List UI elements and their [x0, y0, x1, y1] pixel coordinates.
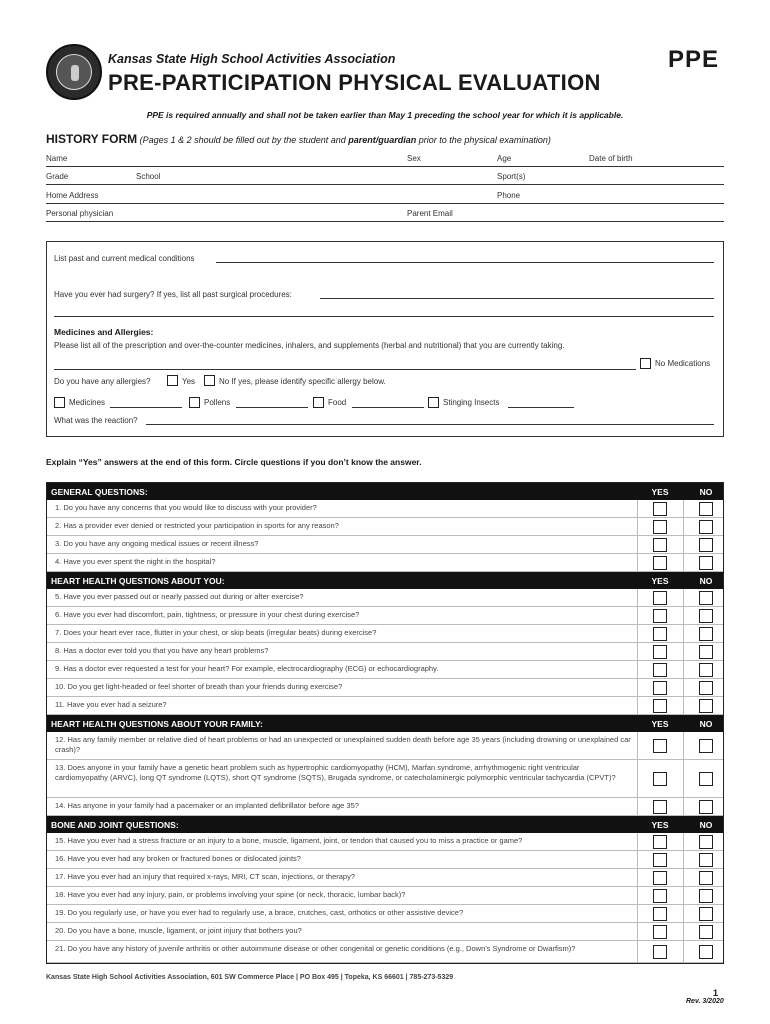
question-text: 16. Have you ever had any broken or fractured bones or dislocated joints? [55, 854, 301, 863]
stinging-insects-checkbox[interactable] [428, 397, 439, 408]
question-row [47, 732, 723, 760]
yes-column-header: YES [651, 718, 669, 729]
column-divider [683, 905, 684, 922]
allergies-no-label: No If yes, please identify specific allergy below. [219, 377, 386, 386]
column-divider [683, 500, 684, 517]
column-divider [683, 661, 684, 678]
no-checkbox[interactable] [699, 889, 713, 903]
question-text: 11. Have you ever had a seizure? [55, 700, 167, 709]
section-title: HEART HEALTH QUESTIONS ABOUT YOUR FAMILY: [51, 718, 263, 729]
no-checkbox[interactable] [699, 681, 713, 695]
column-divider [683, 625, 684, 642]
question-text: 10. Do you get light-headed or feel shorter of breath than your friends during exercise? [55, 682, 343, 691]
column-divider [683, 536, 684, 553]
no-checkbox[interactable] [699, 871, 713, 885]
surgery-label: Have you ever had surgery? If yes, list all past surgical procedures: [54, 290, 292, 299]
column-divider [683, 732, 684, 759]
question-row [47, 941, 723, 963]
reaction-line[interactable] [146, 424, 714, 425]
phone-label: Phone [497, 191, 521, 200]
question-text: 12. Has any family member or relative died of heart problems or had an unexpected or unexplained sudden death before age 35 years (including drowning or unexplained car crash)? [55, 735, 631, 754]
column-divider [683, 554, 684, 571]
question-row [47, 905, 723, 923]
pollens-line[interactable] [236, 407, 308, 408]
meds-line[interactable] [54, 369, 636, 370]
question-row [47, 518, 723, 536]
no-column-header: NO [699, 819, 713, 830]
yes-checkbox[interactable] [653, 520, 667, 534]
grade-label: Grade [46, 172, 69, 181]
column-divider [683, 851, 684, 868]
column-divider [637, 697, 638, 714]
food-label: Food [328, 398, 347, 407]
medicines-allergy-checkbox[interactable] [54, 397, 65, 408]
conditions-label: List past and current medical conditions [54, 254, 195, 263]
yes-checkbox[interactable] [653, 645, 667, 659]
question-row [47, 869, 723, 887]
column-divider [637, 679, 638, 696]
yes-checkbox[interactable] [653, 739, 667, 753]
parent-email-label: Parent Email [407, 209, 453, 218]
question-row [47, 500, 723, 518]
name-line[interactable] [46, 166, 724, 167]
no-checkbox[interactable] [699, 556, 713, 570]
column-divider [683, 833, 684, 850]
question-text: 7. Does your heart ever race, flutter in your chest, or skip beats (irregular beats) during exercise? [55, 628, 377, 637]
question-row [47, 833, 723, 851]
no-checkbox[interactable] [699, 853, 713, 867]
question-text: 18. Have you ever had any injury, pain, or problems involving your spine (or neck, thoracic, lumbar back)? [55, 890, 406, 899]
yes-column-header: YES [651, 819, 669, 830]
yes-checkbox[interactable] [653, 800, 667, 814]
sports-label: Sport(s) [497, 172, 526, 181]
question-text: 14. Has anyone in your family had a pacemaker or an implanted defibrillator before age 35? [55, 801, 359, 810]
column-divider [637, 760, 638, 797]
meds-title: Medicines and Allergies: [54, 327, 154, 337]
column-divider [637, 500, 638, 517]
column-divider [683, 869, 684, 886]
no-checkbox[interactable] [699, 645, 713, 659]
name-label: Name [46, 154, 68, 163]
no-checkbox[interactable] [699, 699, 713, 713]
column-divider [637, 518, 638, 535]
explain-instructions: Explain “Yes” answers at the end of this form. Circle questions if you don’t know the answer. [46, 457, 422, 467]
column-divider [683, 798, 684, 815]
question-text: 9. Has a doctor ever requested a test for your heart? For example, electrocardiography (ECG) or echocardiography. [55, 664, 439, 673]
column-divider [683, 760, 684, 797]
yes-checkbox[interactable] [653, 609, 667, 623]
no-checkbox[interactable] [699, 945, 713, 959]
no-checkbox[interactable] [699, 538, 713, 552]
allergies-no-checkbox[interactable] [204, 375, 215, 386]
column-divider [637, 833, 638, 850]
column-divider [637, 905, 638, 922]
medicines-allergy-label: Medicines [69, 398, 106, 407]
food-checkbox[interactable] [313, 397, 324, 408]
grade-line[interactable] [46, 184, 724, 185]
question-row [47, 760, 723, 798]
history-note-pre: (Pages 1 & 2 should be filled out by the student and [137, 135, 349, 145]
question-row [47, 679, 723, 697]
history-form-heading [46, 132, 551, 146]
question-text: 8. Has a doctor ever told you that you have any heart problems? [55, 646, 269, 655]
surgery-line[interactable] [320, 298, 714, 299]
questions-table [46, 482, 724, 964]
physician-label: Personal physician [46, 209, 114, 218]
question-row [47, 887, 723, 905]
page-number: 1 [713, 988, 719, 998]
column-divider [637, 643, 638, 660]
column-divider [637, 851, 638, 868]
question-row [47, 697, 723, 715]
no-checkbox[interactable] [699, 835, 713, 849]
yes-checkbox[interactable] [653, 871, 667, 885]
allergies-question: Do you have any allergies? [54, 377, 151, 386]
no-column-header: NO [699, 718, 713, 729]
no-checkbox[interactable] [699, 591, 713, 605]
yes-checkbox[interactable] [653, 681, 667, 695]
stinging-insects-line[interactable] [508, 407, 574, 408]
column-divider [637, 661, 638, 678]
pollens-label: Pollens [204, 398, 231, 407]
column-divider [637, 536, 638, 553]
yes-checkbox[interactable] [653, 627, 667, 641]
column-divider [683, 643, 684, 660]
no-column-header: NO [699, 575, 713, 586]
question-row [47, 643, 723, 661]
question-text: 6. Have you ever had discomfort, pain, tightness, or pressure in your chest during exercise? [55, 610, 360, 619]
yes-checkbox[interactable] [653, 556, 667, 570]
dob-label: Date of birth [589, 154, 633, 163]
section-header [47, 715, 723, 732]
column-divider [683, 887, 684, 904]
section-title: GENERAL QUESTIONS: [51, 486, 148, 497]
no-checkbox[interactable] [699, 739, 713, 753]
no-checkbox[interactable] [699, 609, 713, 623]
no-checkbox[interactable] [699, 907, 713, 921]
yes-checkbox[interactable] [653, 853, 667, 867]
question-row [47, 661, 723, 679]
sex-label: Sex [407, 154, 421, 163]
question-row [47, 607, 723, 625]
question-text: 13. Does anyone in your family have a genetic heart problem such as hypertrophic cardiomyopathy (HCM), Marfan syndrome, arrhythmogenic right ventricular cardiomyopathy (ARVC), long QT syndrome (LQTS), short QT syndrome (SQTS), Brugada syndrome, or catecholaminergic polymorphic ventricular tachycardia (CPVT)? [55, 763, 616, 782]
column-divider [683, 589, 684, 606]
column-divider [637, 941, 638, 962]
question-text: 2. Has a provider ever denied or restricted your participation in sports for any reason? [55, 521, 339, 530]
question-text: 1. Do you have any concerns that you would like to discuss with your provider? [55, 503, 317, 512]
kshsaa-seal-logo [46, 44, 102, 100]
home-address-label: Home Address [46, 191, 99, 200]
history-note-post: prior to the physical examination) [416, 135, 551, 145]
question-row [47, 536, 723, 554]
question-text: 5. Have you ever passed out or nearly passed out during or after exercise? [55, 592, 304, 601]
yes-checkbox[interactable] [653, 835, 667, 849]
food-line[interactable] [352, 407, 424, 408]
age-label: Age [497, 154, 512, 163]
question-text: 19. Do you regularly use, or have you ever had to regularly use, a brace, crutches, cast, orthotics or other assistive device? [55, 908, 464, 917]
no-checkbox[interactable] [699, 772, 713, 786]
question-row [47, 798, 723, 816]
yes-checkbox[interactable] [653, 502, 667, 516]
no-checkbox[interactable] [699, 925, 713, 939]
yes-checkbox[interactable] [653, 889, 667, 903]
conditions-line[interactable] [216, 262, 714, 263]
section-title: HEART HEALTH QUESTIONS ABOUT YOU: [51, 575, 225, 586]
section-title: BONE AND JOINT QUESTIONS: [51, 819, 179, 830]
column-divider [683, 697, 684, 714]
footer-address: Kansas State High School Activities Association, 601 SW Commerce Place | PO Box 495 | Topeka, KS 66601 | 785-273-5329 [46, 974, 454, 981]
org-name: Kansas State High School Activities Association [108, 52, 396, 66]
no-checkbox[interactable] [699, 520, 713, 534]
column-divider [637, 554, 638, 571]
column-divider [637, 732, 638, 759]
form-title: PRE-PARTICIPATION PHYSICAL EVALUATION [108, 70, 601, 95]
section-header [47, 816, 723, 833]
yes-checkbox[interactable] [653, 907, 667, 921]
column-divider [637, 869, 638, 886]
history-note-bold: parent/guardian [348, 135, 417, 145]
column-divider [637, 923, 638, 940]
no-checkbox[interactable] [699, 502, 713, 516]
question-text: 15. Have you ever had a stress fracture or an injury to a bone, muscle, ligament, joint, or tendon that caused you to miss a practice or game? [55, 836, 523, 845]
history-title: HISTORY FORM [46, 132, 138, 146]
yes-checkbox[interactable] [653, 925, 667, 939]
address-line[interactable] [46, 203, 724, 204]
pollens-checkbox[interactable] [189, 397, 200, 408]
school-label: School [136, 172, 161, 181]
column-divider [637, 887, 638, 904]
physician-line[interactable] [46, 221, 724, 222]
surgery-line-2[interactable] [54, 316, 714, 317]
yes-checkbox[interactable] [653, 538, 667, 552]
yes-checkbox[interactable] [653, 591, 667, 605]
column-divider [683, 923, 684, 940]
question-text: 4. Have you ever spent the night in the hospital? [55, 557, 216, 566]
column-divider [683, 518, 684, 535]
allergies-yes-checkbox[interactable] [167, 375, 178, 386]
no-medications-label: No Medications [655, 359, 711, 368]
column-divider [637, 589, 638, 606]
column-divider [683, 941, 684, 962]
yes-checkbox[interactable] [653, 945, 667, 959]
yes-checkbox[interactable] [653, 772, 667, 786]
ppe-badge: PPE [668, 46, 720, 73]
reaction-label: What was the reaction? [54, 416, 138, 425]
column-divider [637, 798, 638, 815]
yes-checkbox[interactable] [653, 663, 667, 677]
revision: Rev. 3/2020 [686, 998, 724, 1005]
column-divider [683, 607, 684, 624]
column-divider [637, 625, 638, 642]
question-row [47, 554, 723, 572]
no-checkbox[interactable] [699, 800, 713, 814]
question-text: 3. Do you have any ongoing medical issues or recent illness? [55, 539, 259, 548]
yes-column-header: YES [651, 575, 669, 586]
no-checkbox[interactable] [699, 627, 713, 641]
question-row [47, 851, 723, 869]
yes-checkbox[interactable] [653, 699, 667, 713]
column-divider [637, 607, 638, 624]
question-row [47, 923, 723, 941]
no-column-header: NO [699, 486, 713, 497]
question-text: 20. Do you have a bone, muscle, ligament, or joint injury that bothers you? [55, 926, 302, 935]
no-checkbox[interactable] [699, 663, 713, 677]
question-row [47, 625, 723, 643]
column-divider [683, 679, 684, 696]
medicines-allergy-line[interactable] [110, 407, 182, 408]
section-header [47, 572, 723, 589]
meds-desc: Please list all of the prescription and over-the-counter medicines, inhalers, and supplements (herbal and nutritional) that you are currently taking. [54, 341, 565, 350]
question-text: 17. Have you ever had an injury that required x-rays, MRI, CT scan, injections, or therapy? [55, 872, 356, 881]
yes-column-header: YES [651, 486, 669, 497]
no-medications-checkbox[interactable] [640, 358, 651, 369]
form-subtitle: PPE is required annually and shall not be taken earlier than May 1 preceding the school year for which it is applicable. [146, 110, 624, 120]
question-text: 21. Do you have any history of juvenile arthritis or other autoimmune disease or other congenital or genetic conditions (e.g., Down's Syndrome or Dwarfism)? [55, 944, 576, 953]
question-row [47, 589, 723, 607]
stinging-insects-label: Stinging Insects [443, 398, 500, 407]
section-header [47, 483, 723, 500]
allergies-yes-label: Yes [182, 377, 196, 386]
